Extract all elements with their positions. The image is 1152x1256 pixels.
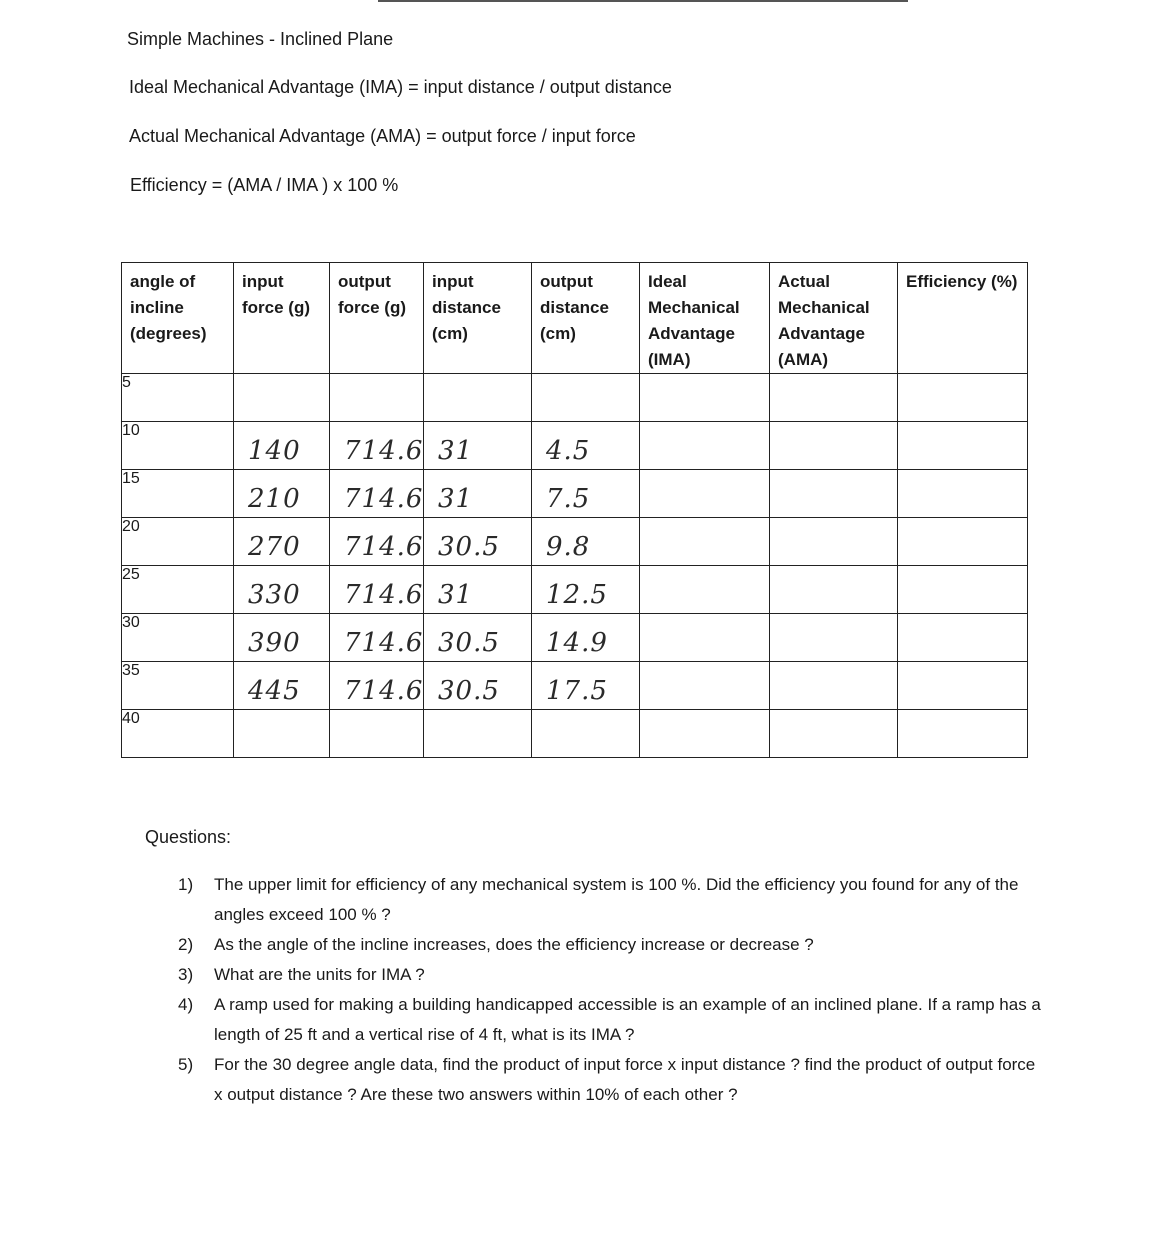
- question-number: 2): [178, 935, 194, 954]
- ama-cell[interactable]: [770, 662, 898, 710]
- table-row: [122, 710, 1028, 758]
- output-force-value: 714.6: [344, 532, 424, 562]
- question-item: [178, 1050, 1048, 1110]
- output-force-value: 714.6: [344, 676, 424, 706]
- col-header-input-distance: input distance (cm): [424, 263, 532, 374]
- output-force-value: 714.6: [344, 580, 424, 610]
- input-distance-value: 31: [438, 436, 474, 466]
- question-text: The upper limit for efficiency of any mechanical system is 100 %. Did the efficiency you found for any of the angles exceed 100 % ?: [214, 875, 1019, 924]
- efficiency-cell[interactable]: [898, 470, 1028, 518]
- input-force-cell[interactable]: [234, 422, 330, 470]
- output-force-cell[interactable]: [330, 470, 424, 518]
- ima-cell[interactable]: [640, 566, 770, 614]
- question-item: [178, 990, 1048, 1050]
- question-item: [178, 960, 1048, 990]
- col-header-input-force: input force (g): [234, 263, 330, 374]
- table-row: [122, 422, 1028, 470]
- output-force-value: 714.6: [344, 484, 424, 514]
- ima-cell[interactable]: [640, 374, 770, 422]
- input-distance-cell[interactable]: [424, 614, 532, 662]
- input-force-cell[interactable]: [234, 470, 330, 518]
- question-text: A ramp used for making a building handicapped accessible is an example of an inclined plane. If a ramp has a length of 25 ft and a vertical rise of 4 ft, what is its IMA ?: [214, 995, 1041, 1044]
- question-number: 4): [178, 995, 194, 1014]
- table-row: [122, 566, 1028, 614]
- angle-cell: 5: [122, 374, 234, 422]
- angle-cell: 35: [122, 662, 234, 710]
- angle-cell: 25: [122, 566, 234, 614]
- input-distance-cell[interactable]: [424, 566, 532, 614]
- table-row: [122, 470, 1028, 518]
- input-distance-value: 31: [438, 580, 474, 610]
- input-distance-cell[interactable]: [424, 662, 532, 710]
- angle-cell: 30: [122, 614, 234, 662]
- ima-cell[interactable]: [640, 422, 770, 470]
- ama-cell[interactable]: [770, 518, 898, 566]
- output-distance-value: 17.5: [546, 676, 608, 706]
- efficiency-cell[interactable]: [898, 662, 1028, 710]
- input-force-value: 210: [248, 484, 301, 514]
- input-force-cell[interactable]: [234, 374, 330, 422]
- input-force-value: 330: [248, 580, 301, 610]
- table-row: [122, 518, 1028, 566]
- angle-cell: 40: [122, 710, 234, 758]
- ima-cell[interactable]: [640, 518, 770, 566]
- ama-formula: Actual Mechanical Advantage (AMA) = output force / input force: [129, 126, 636, 146]
- ama-cell[interactable]: [770, 710, 898, 758]
- ima-cell[interactable]: [640, 614, 770, 662]
- data-table: [121, 262, 1028, 758]
- col-header-output-distance: output distance (cm): [532, 263, 640, 374]
- output-distance-cell[interactable]: [532, 614, 640, 662]
- output-distance-cell[interactable]: [532, 470, 640, 518]
- input-distance-cell[interactable]: [424, 518, 532, 566]
- table-row: [122, 374, 1028, 422]
- output-distance-cell[interactable]: [532, 518, 640, 566]
- input-distance-cell[interactable]: [424, 710, 532, 758]
- page-title: Simple Machines - Inclined Plane: [127, 29, 394, 49]
- output-force-cell[interactable]: [330, 662, 424, 710]
- output-distance-value: 14.9: [546, 628, 608, 658]
- input-force-value: 270: [248, 532, 301, 562]
- input-force-cell[interactable]: [234, 518, 330, 566]
- ama-cell[interactable]: [770, 470, 898, 518]
- ama-cell[interactable]: [770, 422, 898, 470]
- input-force-cell[interactable]: [234, 566, 330, 614]
- ima-cell[interactable]: [640, 470, 770, 518]
- angle-cell: 15: [122, 470, 234, 518]
- table-header-row: [122, 263, 1028, 374]
- efficiency-cell[interactable]: [898, 614, 1028, 662]
- col-header-efficiency: Efficiency (%): [898, 263, 1028, 374]
- angle-cell: 10: [122, 422, 234, 470]
- output-distance-value: 9.8: [546, 532, 591, 562]
- question-number: 1): [178, 875, 194, 894]
- input-distance-cell[interactable]: [424, 374, 532, 422]
- output-distance-value: 7.5: [546, 484, 591, 514]
- output-distance-cell[interactable]: [532, 566, 640, 614]
- col-header-angle: angle of incline (degrees): [122, 263, 234, 374]
- output-force-cell[interactable]: [330, 614, 424, 662]
- questions-heading: Questions:: [145, 827, 232, 847]
- output-force-value: 714.6: [344, 628, 424, 658]
- output-force-cell[interactable]: [330, 710, 424, 758]
- question-text: What are the units for IMA ?: [214, 965, 425, 984]
- output-force-cell[interactable]: [330, 422, 424, 470]
- input-distance-cell[interactable]: [424, 470, 532, 518]
- input-force-value: 445: [248, 676, 301, 706]
- output-distance-cell[interactable]: [532, 422, 640, 470]
- angle-cell: 20: [122, 518, 234, 566]
- efficiency-cell[interactable]: [898, 518, 1028, 566]
- col-header-ima: Ideal Mechanical Advantage (IMA): [640, 263, 770, 374]
- input-distance-value: 30.5: [438, 628, 500, 658]
- col-header-output-force: output force (g): [330, 263, 424, 374]
- input-distance-cell[interactable]: [424, 422, 532, 470]
- efficiency-cell[interactable]: [898, 422, 1028, 470]
- table-row: [122, 614, 1028, 662]
- top-rule: [378, 0, 908, 2]
- question-number: 5): [178, 1055, 194, 1074]
- question-text: For the 30 degree angle data, find the product of input force x input distance ? find the product of output force x output distance ? Are these two answers within 10% of each other ?: [214, 1055, 1036, 1104]
- output-force-cell[interactable]: [330, 374, 424, 422]
- output-force-value: 714.6: [344, 436, 424, 466]
- question-number: 3): [178, 965, 194, 984]
- col-header-ama: Actual Mechanical Advantage (AMA): [770, 263, 898, 374]
- input-force-value: 140: [248, 436, 301, 466]
- efficiency-cell[interactable]: [898, 566, 1028, 614]
- questions-list: [178, 870, 1048, 1110]
- ama-cell[interactable]: [770, 374, 898, 422]
- efficiency-formula: Efficiency = (AMA / IMA ) x 100 %: [130, 175, 399, 195]
- input-distance-value: 31: [438, 484, 474, 514]
- efficiency-cell[interactable]: [898, 710, 1028, 758]
- input-force-cell[interactable]: [234, 662, 330, 710]
- input-distance-value: 30.5: [438, 676, 500, 706]
- ama-cell[interactable]: [770, 614, 898, 662]
- efficiency-cell[interactable]: [898, 374, 1028, 422]
- input-distance-value: 30.5: [438, 532, 500, 562]
- ima-cell[interactable]: [640, 710, 770, 758]
- output-distance-cell[interactable]: [532, 710, 640, 758]
- question-text: As the angle of the incline increases, does the efficiency increase or decrease ?: [214, 935, 814, 954]
- ima-formula: Ideal Mechanical Advantage (IMA) = input distance / output distance: [129, 77, 672, 97]
- output-distance-value: 4.5: [546, 436, 591, 466]
- output-distance-cell[interactable]: [532, 662, 640, 710]
- input-force-cell[interactable]: [234, 614, 330, 662]
- question-item: [178, 870, 1048, 930]
- output-force-cell[interactable]: [330, 566, 424, 614]
- input-force-cell[interactable]: [234, 710, 330, 758]
- output-force-cell[interactable]: [330, 518, 424, 566]
- table-row: [122, 662, 1028, 710]
- output-distance-cell[interactable]: [532, 374, 640, 422]
- ima-cell[interactable]: [640, 662, 770, 710]
- question-item: [178, 930, 1048, 960]
- input-force-value: 390: [248, 628, 301, 658]
- ama-cell[interactable]: [770, 566, 898, 614]
- output-distance-value: 12.5: [546, 580, 608, 610]
